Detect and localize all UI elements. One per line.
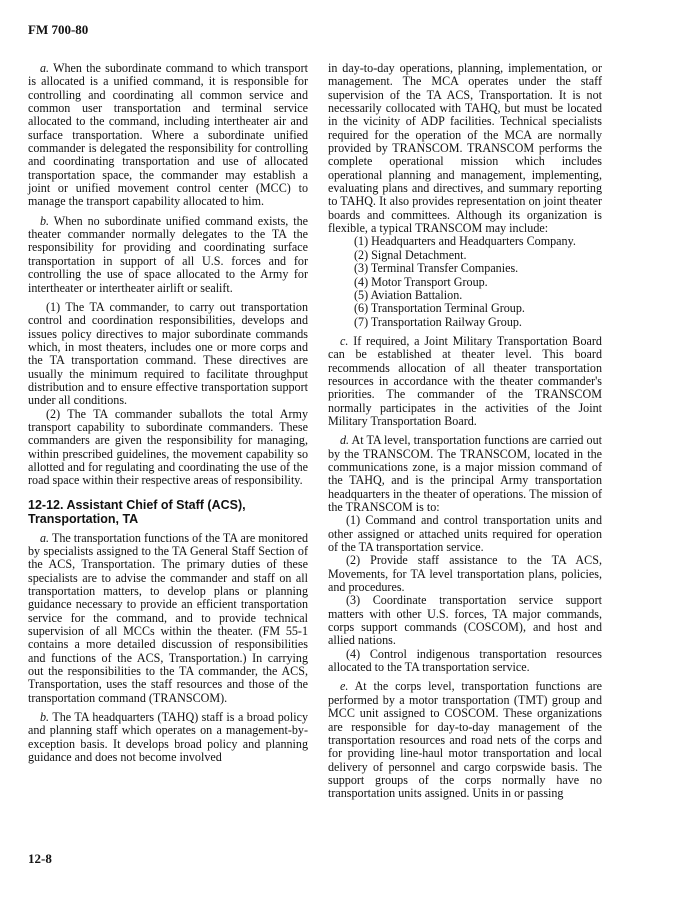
paragraph-text: When no subordinate unified command exists, the theater commander normally delegates to the TA the responsibility for providing and coordinating surface transportation in support of all U.S. forces and for controlling the use of space allocated to the Army for intertheater or intertheater airlift or sealift. — [28, 213, 308, 295]
paragraph-d1: (1) Command and control transportation units and other assigned or attached units required for operation of the TA transportation service. — [328, 513, 602, 555]
list-item: (6) Transportation Terminal Group. — [354, 301, 525, 316]
paragraph-text: The TA headquarters (TAHQ) staff is a broad policy and planning staff which operates on a management-by-exception basis. It develops broad policy and planning guidance and does not become involved — [28, 710, 308, 765]
list-item: (3) Terminal Transfer Companies. — [354, 261, 519, 276]
list-item: (4) Motor Transport Group. — [354, 274, 488, 289]
paragraph-label: b. — [40, 213, 50, 228]
page-number: 12-8 — [28, 851, 52, 866]
paragraph-label: a. — [40, 61, 50, 75]
paragraph-continued: in day-to-day operations, planning, implementation, or management. The MCA operates under the staff supervision of the TA ACS, Transportation. It is not necessarily collocated with TAHQ, but must be located in the vicinity of ADP facilities. Technical specialists required for the operation of the MCA are normally provided by TRANSCOM. TRANSCOM performs the complete operational mission which includes operational planning and management, implementing, evaluating plans and directives, and summary reporting to TAHQ. It also provides representation on joint theater boards and committees. Although its organization is flexible, a typical TRANSCOM may include: — [328, 61, 602, 236]
paragraph-b — [28, 215, 308, 295]
right-column — [328, 62, 602, 807]
section-title-line2: Transportation, TA — [28, 511, 139, 526]
paragraph-e — [328, 680, 602, 800]
paragraph-d4: (4) Control indigenous transportation resources allocated to the TA transportation service. — [328, 646, 602, 675]
list-item: (2) Signal Detachment. — [354, 247, 467, 262]
paragraph-d2: (2) Provide staff assistance to the TA ACS, Movements, for TA level transportation plans, policies, and procedures. — [328, 553, 602, 595]
section-paragraph-b — [28, 711, 308, 764]
paragraph-label: a. — [40, 530, 50, 545]
list-item: (1) Headquarters and Headquarters Company. — [354, 234, 576, 249]
list-item: (5) Aviation Battalion. — [354, 287, 463, 302]
running-header: FM 700-80 — [28, 22, 89, 37]
paragraph-c — [328, 335, 602, 428]
paragraph-a — [28, 62, 308, 209]
paragraph-b2: (2) The TA commander suballots the total Army transport capability to subordinate commanders. These commanders are given the responsibility for managing, within prescribed guidelines, the movement capability so allotted and for regulating and coordinating the use of the road space within their respective areas of responsibility. — [28, 406, 308, 488]
paragraph-d — [328, 434, 602, 514]
paragraph-text: If required, a Joint Military Transportation Board can be established at theater level. This board recommends allocation of all theater transportation resources in accordance with the theater commander's priorities. The commander of the TRANSCOM normally participates in the activities of the Joint Military Transportation Board. — [328, 333, 602, 428]
left-column — [28, 62, 308, 771]
paragraph-text: At TA level, transportation functions are carried out by the TRANSCOM. The TRANSCOM, located in the communications zone, is a major mission command of the TAHQ, and is the principal Army transportation headquarters in the theater of operations. The mission of the TRANSCOM is to: — [328, 433, 603, 514]
paragraph-label: c. — [340, 333, 349, 348]
paragraph-label: b. — [40, 710, 50, 725]
list-item: (7) Transportation Railway Group. — [354, 314, 522, 329]
section-title — [28, 498, 308, 526]
paragraph-d3: (3) Coordinate transportation service support matters with other U.S. forces, TA major commands, corps support commands (COSCOM), and host and allied nations. — [328, 593, 602, 648]
paragraph-b1: (1) The TA commander, to carry out transportation control and coordination responsibilities, develops and issues policy directives to major subordinate commands which, in most theaters, includes one or more corps and the TA transportation command. These directives are usually the minimum required to facilitate throughput distribution and to ensure effective transportation support under all conditions. — [28, 299, 308, 408]
paragraph-label: d. — [340, 433, 350, 448]
section-paragraph-a — [28, 532, 308, 705]
section-title-line1: 12-12. Assistant Chief of Staff (ACS), — [28, 497, 246, 512]
transcom-organization-list — [328, 235, 602, 328]
paragraph-text: At the corps level, transportation functions are performed by a motor transportation (TMT) group and MCC unit assigned to COSCOM. These organizations are responsible for day-to-day management of the transportation resources and road nets of the corps and for providing line-haul motor transportation and local delivery of personnel and cargo corpswide basis. The support groups of the corps normally have no transportation units assigned. Units in or passing — [328, 679, 602, 801]
paragraph-text: When the subordinate command to which transport is allocated is a unified command, it is responsible for controlling and coordinating all common service and common user transportation and terminal service allocated to the command, including intertheater air and surface transportation. Where a subordinate unified commander is delegated the responsibility for controlling and coordinating transportation and use of allocated transportation space, the commander may establish a joint or unified movement control center (MCC) to manage the transport capability allocated to him. — [28, 61, 308, 209]
paragraph-text: The transportation functions of the TA are monitored by specialists assigned to the TA General Staff Section of the ACS, Transportation. The primary duties of these specialists are to advise the commander and staff on all transportation matters, to develop plans or planning guidance necessary to provide an efficient transportation service for the command, and to provide technical supervision of all MCCs within the theater. (FM 55-1 contains a more detailed discussion of responsibilities and functions of the ACS, Transportation.) In carrying out the responsibilities to the TA commander, the ACS, Transportation, uses the staff resources and those of the transportation command (TRANSCOM). — [28, 530, 308, 705]
paragraph-label: e. — [340, 679, 349, 694]
